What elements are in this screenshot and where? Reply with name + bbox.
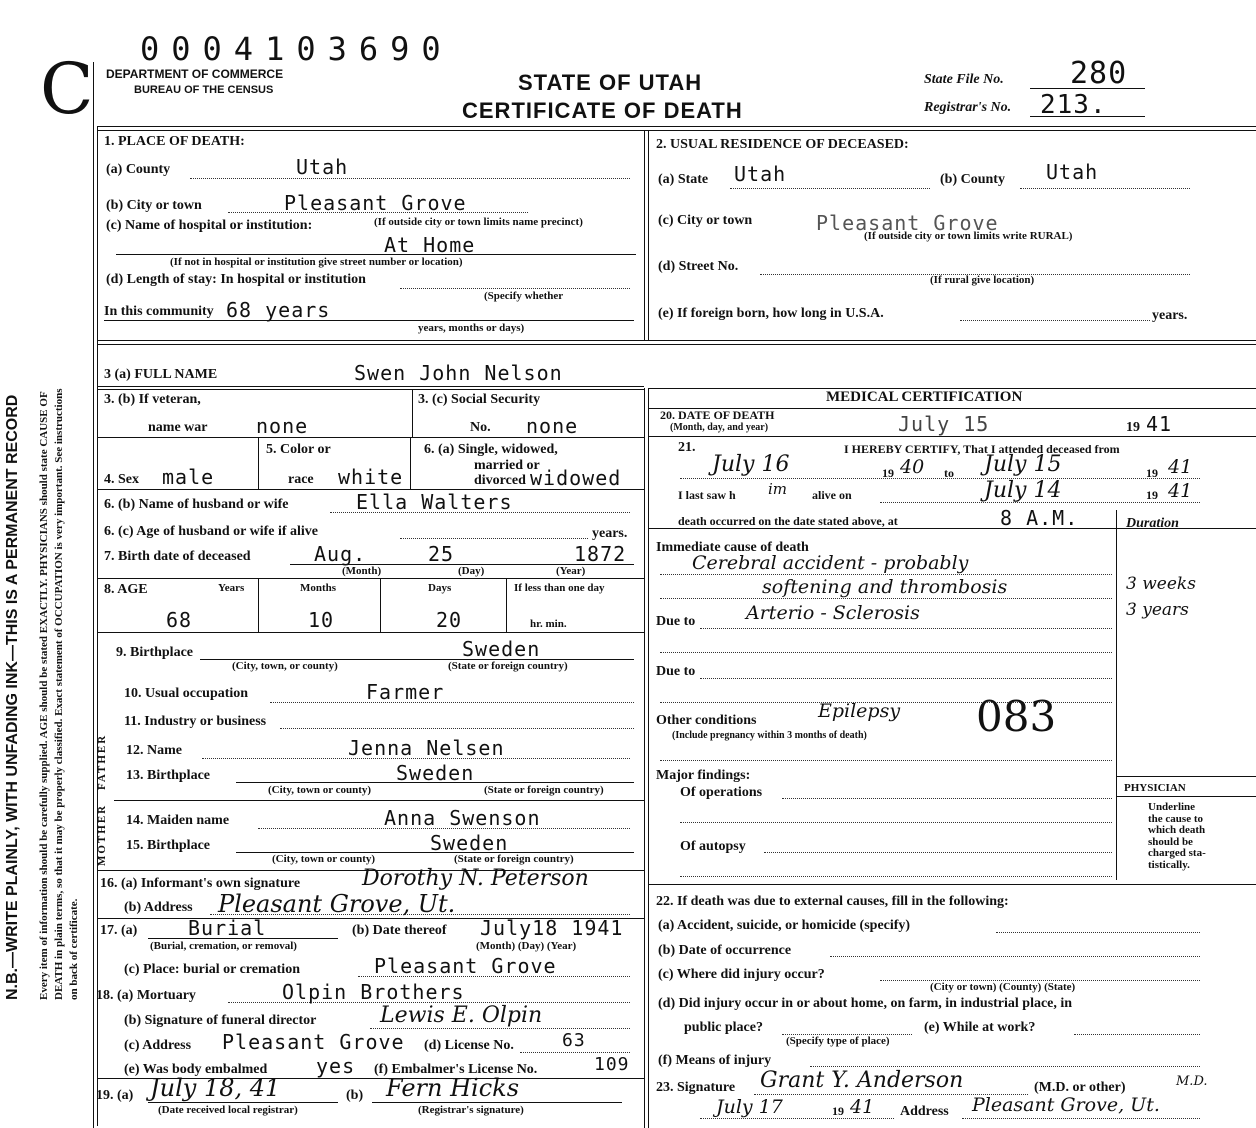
- sig-19: 19: [832, 1104, 844, 1118]
- burial-date-value: July18 1941: [480, 916, 624, 940]
- registrar-sig-note: (Registrar's signature): [418, 1104, 524, 1116]
- spouse-value: Ella Walters: [356, 490, 513, 514]
- birth-month-value: Aug.: [314, 542, 367, 566]
- veteran-label: 3. (b) If veteran,: [104, 392, 201, 407]
- father-bp-label: 13. Birthplace: [126, 768, 210, 783]
- autopsy-label: Of autopsy: [680, 839, 746, 854]
- res-county-label: (b) County: [940, 172, 1005, 187]
- race-label: race: [288, 472, 314, 487]
- age-months-value: 10: [308, 608, 335, 632]
- spouse-label: 6. (b) Name of husband or wife: [104, 497, 289, 512]
- war-value: none: [256, 414, 309, 438]
- embalmer-license-label: (f) Embalmer's License No.: [374, 1062, 538, 1077]
- margin-instructions-1: Every item of information should be carefully supplied. AGE should be stated EXACTLY. PHYSICIANS should state CAUSE OF: [38, 391, 50, 1000]
- registrar-no-label: Registrar's No.: [924, 100, 1012, 115]
- state-title: STATE OF UTAH: [518, 70, 703, 95]
- fd-address-value: Pleasant Grove: [222, 1030, 405, 1054]
- burial-place-value: Pleasant Grove: [374, 954, 557, 978]
- registrar-label: 19. (a): [96, 1088, 134, 1103]
- registrar-signature: Fern Hicks: [386, 1074, 520, 1102]
- certificate-title: CERTIFICATE OF DEATH: [462, 98, 743, 123]
- attended-to: July 15: [984, 452, 1062, 477]
- physician-note-line: Underline: [1148, 801, 1196, 813]
- external-c: (c) Where did injury occur?: [658, 967, 825, 982]
- years-note: years, months or days): [418, 322, 525, 334]
- mortuary-label: 18. (a) Mortuary: [96, 988, 196, 1003]
- ss-no-label: No.: [470, 420, 491, 435]
- state-file-label: State File No.: [924, 72, 1004, 87]
- county-value: Utah: [296, 155, 349, 179]
- physician-sig-year: 41: [850, 1096, 875, 1118]
- father-bp-note-2: (State or foreign country): [484, 784, 604, 796]
- registrar-date: July 18, 41: [150, 1074, 281, 1102]
- last-saw-him: im: [768, 480, 788, 498]
- registrar-date-note: (Date received local registrar): [158, 1104, 298, 1116]
- physician-address: Pleasant Grove, Ut.: [972, 1094, 1160, 1116]
- foreign-years: years.: [1152, 308, 1188, 323]
- immediate-cause-label: Immediate cause of death: [656, 540, 809, 555]
- alive-year: 41: [1168, 480, 1193, 502]
- immediate-cause-2: softening and thrombosis: [762, 576, 1008, 598]
- major-findings-label: Major findings:: [656, 768, 751, 783]
- due-to-label-1: Due to: [656, 614, 696, 629]
- physician-note-line: tistically.: [1148, 858, 1190, 871]
- industry-label: 11. Industry or business: [124, 714, 267, 729]
- attended-from: July 16: [712, 452, 790, 477]
- father-name-label: 12. Name: [126, 743, 182, 758]
- external-a: (a) Accident, suicide, or homicide (specify): [658, 918, 911, 933]
- informant-address: Pleasant Grove, Ut.: [218, 890, 456, 918]
- funeral-director-signature: Lewis E. Olpin: [380, 1003, 543, 1028]
- birth-day-value: 25: [428, 542, 455, 566]
- age-days-value: 20: [436, 608, 463, 632]
- foreign-label: (e) If foreign born, how long in U.S.A.: [658, 306, 884, 321]
- death-time: 8 A.M.: [1000, 506, 1079, 530]
- hospital-note: (If outside city or town limits name precinct): [374, 216, 583, 228]
- certify-text: I HEREBY CERTIFY, That I attended deceased from: [844, 442, 1120, 456]
- color-label: 5. Color or: [266, 442, 331, 457]
- registrar-no-value: 213.: [1040, 90, 1107, 120]
- rural-note: (If rural give location): [930, 274, 1035, 286]
- attended-from-year: 40: [900, 456, 925, 478]
- other-conditions-note: (Include pregnancy within 3 months of death): [672, 730, 867, 741]
- physician-note-line: should be: [1148, 835, 1193, 848]
- sex-label: 4. Sex: [104, 472, 139, 487]
- city-value: Pleasant Grove: [284, 191, 467, 215]
- informant-sig-label: 16. (a) Informant's own signature: [100, 876, 301, 891]
- burial-date-note: (Month) (Day) (Year): [476, 940, 577, 952]
- immediate-cause-1: Cerebral accident - probably: [692, 552, 969, 574]
- year-note: (Year): [556, 565, 586, 577]
- immediate-duration: 3 weeks: [1126, 574, 1196, 594]
- marital-label: 6. (a) Single, widowed,: [424, 442, 558, 457]
- mother-bp-value: Sweden: [430, 831, 509, 855]
- external-e: (e) While at work?: [924, 1020, 1036, 1035]
- external-f: (f) Means of injury: [658, 1053, 772, 1068]
- license-value: 63: [562, 1030, 586, 1051]
- to-19: 19: [1146, 466, 1158, 480]
- less-than-day-head: If less than one day: [514, 582, 605, 594]
- birth-year-value: 1872: [574, 542, 627, 566]
- physician-signature: Grant Y. Anderson: [760, 1068, 964, 1093]
- birthplace-value: Sweden: [462, 637, 541, 661]
- burial-note: (Burial, cremation, or removal): [150, 940, 297, 952]
- state-file-value: 280: [1070, 56, 1128, 91]
- physician-note-line: charged sta-: [1148, 847, 1206, 859]
- embalmed-label: (e) Was body embalmed: [124, 1062, 268, 1077]
- dod-note: (Month, day, and year): [670, 422, 769, 433]
- alive-19: 19: [1146, 488, 1158, 502]
- death-occurred-label: death occurred on the date stated above, at: [678, 514, 898, 528]
- mother-label: MOTHER: [96, 803, 108, 866]
- spouse-age-years: years.: [592, 526, 628, 541]
- age-years-value: 68: [166, 608, 193, 632]
- physician-note-line: which death: [1148, 824, 1206, 836]
- father-bp-value: Sweden: [396, 761, 475, 785]
- external-d: (d) Did injury occur in or about home, on farm, in industrial place, in: [658, 996, 1073, 1011]
- marital-label-3: divorced: [474, 473, 526, 488]
- age-label: 8. AGE: [104, 582, 148, 597]
- registrar-b-label: (b): [346, 1088, 364, 1103]
- dept-line-1: DEPARTMENT OF COMMERCE: [106, 67, 284, 81]
- margin-instructions-3: on back of certificate.: [68, 898, 80, 1000]
- bp-note-1: (City, town, or county): [232, 660, 338, 672]
- age-days-head: Days: [428, 582, 452, 594]
- dept-line-2: BUREAU OF THE CENSUS: [134, 84, 274, 96]
- physician-sig-label: 23. Signature: [656, 1080, 736, 1095]
- burial-value: Burial: [188, 916, 267, 940]
- form-left-border: [93, 62, 94, 1128]
- ss-label: 3. (c) Social Security: [418, 392, 541, 407]
- father-bp-note-1: (City, town or county): [268, 784, 372, 796]
- bp-note-2: (State or foreign country): [448, 660, 568, 672]
- external-b: (b) Date of occurrence: [658, 943, 792, 958]
- attended-to-year: 41: [1168, 456, 1193, 478]
- father-name-value: Jenna Nelsen: [348, 736, 505, 760]
- race-value: white: [338, 465, 404, 489]
- embalmer-license-value: 109: [594, 1054, 630, 1075]
- hospital-label: (c) Name of hospital or institution:: [106, 218, 313, 233]
- full-name-label: 3 (a) FULL NAME: [104, 367, 218, 382]
- city-label: (b) City or town: [106, 198, 202, 213]
- date-of-death-label: 20. DATE OF DEATH: [660, 408, 775, 422]
- res-county-value: Utah: [1046, 160, 1099, 184]
- place-of-death-heading: 1. PLACE OF DEATH:: [104, 134, 245, 149]
- mother-bp-label: 15. Birthplace: [126, 838, 210, 853]
- informant-address-label: (b) Address: [124, 900, 193, 915]
- corner-mark: C: [40, 48, 94, 130]
- mother-name-label: 14. Maiden name: [126, 813, 230, 828]
- war-label: name war: [148, 420, 208, 435]
- dod-value: July 15: [898, 412, 990, 436]
- day-note: (Day): [458, 565, 485, 577]
- marital-value: widowed: [530, 466, 622, 490]
- from-19: 19: [882, 466, 894, 480]
- res-city-value: Pleasant Grove: [816, 211, 999, 235]
- external-heading: 22. If death was due to external causes, fill in the following:: [656, 894, 1009, 909]
- duration-heading: Duration: [1126, 516, 1179, 531]
- full-name-value: Swen John Nelson: [354, 361, 563, 385]
- street-label: (d) Street No.: [658, 259, 739, 274]
- occupation-label: 10. Usual occupation: [124, 686, 249, 701]
- informant-signature: Dorothy N. Peterson: [362, 866, 589, 891]
- classification-code: 083: [976, 692, 1057, 741]
- document-number: 0004103690: [140, 30, 453, 68]
- res-state-label: (a) State: [658, 172, 709, 187]
- alive-date: July 14: [984, 478, 1062, 503]
- physician-sig-date: July 17: [716, 1096, 783, 1118]
- funeral-director-label: (b) Signature of funeral director: [124, 1013, 317, 1028]
- residence-heading: 2. USUAL RESIDENCE OF DECEASED:: [656, 137, 909, 152]
- hr-min: hr. min.: [530, 618, 567, 630]
- age-years-head: Years: [218, 582, 245, 594]
- due-to-duration: 3 years: [1126, 600, 1189, 620]
- hospital-value: At Home: [384, 233, 476, 257]
- physician-note: [1148, 802, 1206, 871]
- operations-label: Of operations: [680, 785, 763, 800]
- ss-value: none: [526, 414, 579, 438]
- birth-date-label: 7. Birth date of deceased: [104, 549, 251, 564]
- other-conditions-label: Other conditions: [656, 713, 757, 728]
- county-label: (a) County: [106, 162, 171, 177]
- father-label: FATHER: [96, 733, 108, 790]
- physician-label: PHYSICIAN: [1124, 782, 1186, 794]
- margin-instructions-2: DEATH in plain terms, so that it may be properly classified. Exact statement of OCCUPATION is very important. See instructions: [53, 388, 65, 1000]
- external-c-note: (City or town) (County) (State): [930, 981, 1076, 993]
- age-months-head: Months: [300, 582, 337, 594]
- alive-on-label: alive on: [812, 488, 852, 502]
- burial-label: 17. (a): [100, 923, 138, 938]
- md-label: (M.D. or other): [1034, 1080, 1126, 1095]
- sex-value: male: [162, 465, 215, 489]
- birthplace-label: 9. Birthplace: [116, 645, 193, 660]
- fd-address-label: (c) Address: [124, 1038, 192, 1053]
- mother-name-value: Anna Swenson: [384, 806, 541, 830]
- embalmed-value: yes: [316, 1054, 356, 1078]
- res-city-note: (If outside city or town limits write RURAL): [864, 230, 1073, 242]
- community-value: 68 years: [226, 298, 331, 322]
- last-saw-label: I last saw h: [678, 488, 736, 502]
- external-d-note: (Specify type of place): [786, 1035, 890, 1047]
- due-to-1: Arterio - Sclerosis: [746, 602, 920, 624]
- hospital-subnote: (If not in hospital or institution give street number or location): [170, 256, 463, 268]
- medical-heading: MEDICAL CERTIFICATION: [826, 389, 1023, 405]
- physician-address-label: Address: [900, 1104, 949, 1119]
- burial-date-label: (b) Date thereof: [352, 923, 447, 938]
- physician-note-line: the cause to: [1148, 812, 1203, 825]
- res-city-label: (c) City or town: [658, 213, 753, 228]
- spouse-age-label: 6. (c) Age of husband or wife if alive: [104, 524, 319, 539]
- month-note: (Month): [342, 565, 382, 577]
- cert-21-label: 21.: [678, 440, 696, 455]
- burial-place-label: (c) Place: burial or cremation: [124, 962, 300, 977]
- stay-label: (d) Length of stay: In hospital or institution: [106, 272, 366, 287]
- license-label: (d) License No.: [424, 1038, 514, 1053]
- mother-bp-note-1: (City, town or county): [272, 853, 376, 865]
- specify-note: (Specify whether: [484, 290, 564, 302]
- marital-label-2: married or: [474, 458, 540, 473]
- mortuary-value: Olpin Brothers: [282, 980, 465, 1004]
- dod-year: 41: [1146, 412, 1173, 436]
- occupation-value: Farmer: [366, 680, 445, 704]
- dod-19: 19: [1126, 420, 1140, 435]
- external-d-2: public place?: [684, 1020, 763, 1035]
- res-state-value: Utah: [734, 162, 787, 186]
- other-conditions-value: Epilepsy: [818, 700, 901, 722]
- mother-bp-note-2: (State or foreign country): [454, 853, 574, 865]
- margin-warning: N.B.—WRITE PLAINLY, WITH UNFADING INK—THIS IS A PERMANENT RECORD: [4, 394, 21, 1000]
- due-to-label-2: Due to: [656, 664, 696, 679]
- to-label: to: [944, 466, 954, 480]
- md-value: M.D.: [1176, 1074, 1208, 1089]
- community-label: In this community: [104, 304, 214, 319]
